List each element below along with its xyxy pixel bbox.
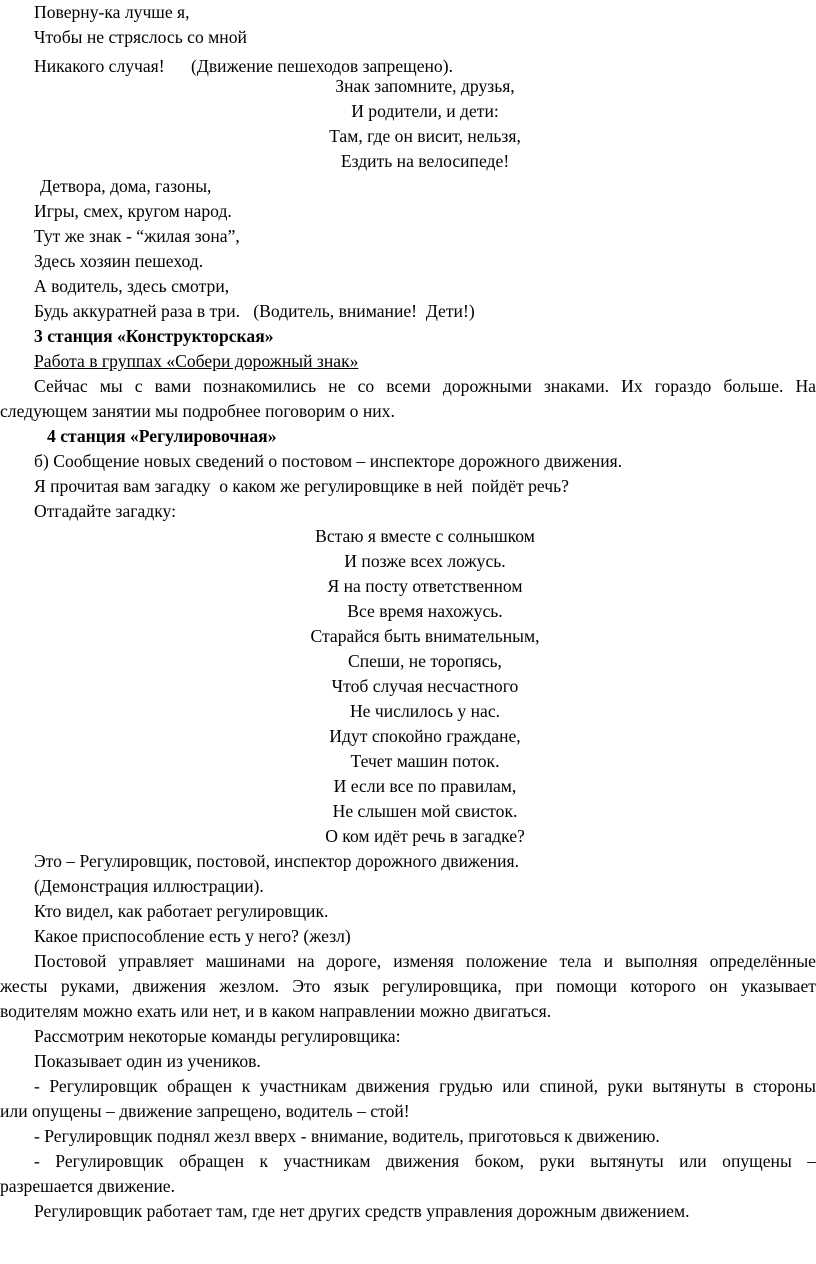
station-4-heading: 4 станция «Регулировочная» [47, 426, 277, 446]
station-3-subheading: Работа в группах «Собери дорожный знак» [34, 351, 359, 371]
poem-line-centered: Там, где он висит, нельзя, [329, 126, 521, 146]
paragraph-line: Рассмотрим некоторые команды регулировщика: [34, 1026, 401, 1046]
poem-line-centered: Знак запомните, друзья, [335, 76, 515, 96]
paragraph-line: Это – Регулировщик, постовой, инспектор дорожного движения. [34, 851, 519, 871]
riddle-line: Идут спокойно граждане, [329, 726, 521, 746]
paragraph-line: разрешается движение. [0, 1176, 175, 1196]
riddle-line: Встаю я вместе с солнышком [315, 526, 535, 546]
poem-line-centered: Ездить на велосипеде! [340, 151, 510, 171]
paragraph-line: б) Сообщение новых сведений о постовом – инспекторе дорожного движения. [34, 451, 623, 471]
paragraph-line: следующем занятии мы подробнее поговорим о них. [0, 401, 395, 421]
riddle-question: О ком идёт речь в загадке? [325, 826, 525, 846]
paragraph-line: или опущены – движение запрещено, водитель – стой! [0, 1101, 410, 1121]
paragraph-line: Регулировщик работает там, где нет других средств управления дорожным движением. [34, 1201, 690, 1221]
poem-line: Будь аккуратней раза в три. (Водитель, внимание! Дети!) [34, 301, 475, 321]
station-3-heading: 3 станция «Конструкторская» [34, 326, 274, 346]
riddle-line: Не слышен мой свисток. [332, 801, 518, 821]
paragraph-line: Постовой управляет машинами на дороге, изменяя положение тела и выполняя определённые [34, 951, 816, 971]
riddle-line: Спеши, не торопясь, [348, 651, 502, 671]
riddle-line: Течет машин поток. [350, 751, 500, 771]
poem-line: Поверну-ка лучше я, [34, 2, 190, 22]
riddle-line: Я на посту ответственном [327, 576, 523, 596]
paragraph-line: Показывает один из учеников. [34, 1051, 261, 1071]
poem-line-centered: И родители, и дети: [351, 101, 499, 121]
paragraph-line: Я прочитая вам загадку о каком же регулировщике в ней пойдёт речь? [34, 476, 569, 496]
riddle-line: Все время нахожусь. [347, 601, 503, 621]
riddle-line: И если все по правилам, [333, 776, 517, 796]
poem-line: Тут же знак - “жилая зона”, [34, 226, 240, 246]
paragraph-line: - Регулировщик обращен к участникам движения грудью или спиной, руки вытянуты в стороны [34, 1076, 816, 1096]
paragraph-line: Отгадайте загадку: [34, 501, 176, 521]
riddle-line: Чтоб случая несчастного [331, 676, 519, 696]
poem-line: Здесь хозяин пешеход. [34, 251, 204, 271]
paragraph-line: (Демонстрация иллюстрации). [34, 876, 264, 896]
paragraph-line: жесты руками, движения жезлом. Это язык регулировщика, при помощи которого он указывает [0, 976, 816, 996]
poem-line: А водитель, здесь смотри, [34, 276, 230, 296]
paragraph-line: Кто видел, как работает регулировщик. [34, 901, 329, 921]
poem-line: Никакого случая! (Движение пешеходов запрещено). [34, 56, 453, 76]
paragraph-line: - Регулировщик поднял жезл вверх - внимание, водитель, приготовься к движению. [34, 1126, 660, 1146]
poem-line: Игры, смех, кругом народ. [34, 201, 232, 221]
poem-line: Чтобы не стряслось со мной [34, 27, 247, 47]
paragraph-line: водителям можно ехать или нет, и в каком направлении можно двигаться. [0, 1001, 552, 1021]
riddle-line: Не числилось у нас. [349, 701, 501, 721]
paragraph-line: Сейчас мы с вами познакомились не со всеми дорожными знаками. Их гораздо больше. На [34, 376, 816, 396]
paragraph-line: Какое приспособление есть у него? (жезл) [34, 926, 351, 946]
riddle-line: И позже всех ложусь. [344, 551, 506, 571]
riddle-line: Старайся быть внимательным, [310, 626, 540, 646]
poem-line: Детвора, дома, газоны, [40, 176, 212, 196]
paragraph-line: - Регулировщик обращен к участникам движения боком, руки вытянуты или опущены – [34, 1151, 816, 1171]
